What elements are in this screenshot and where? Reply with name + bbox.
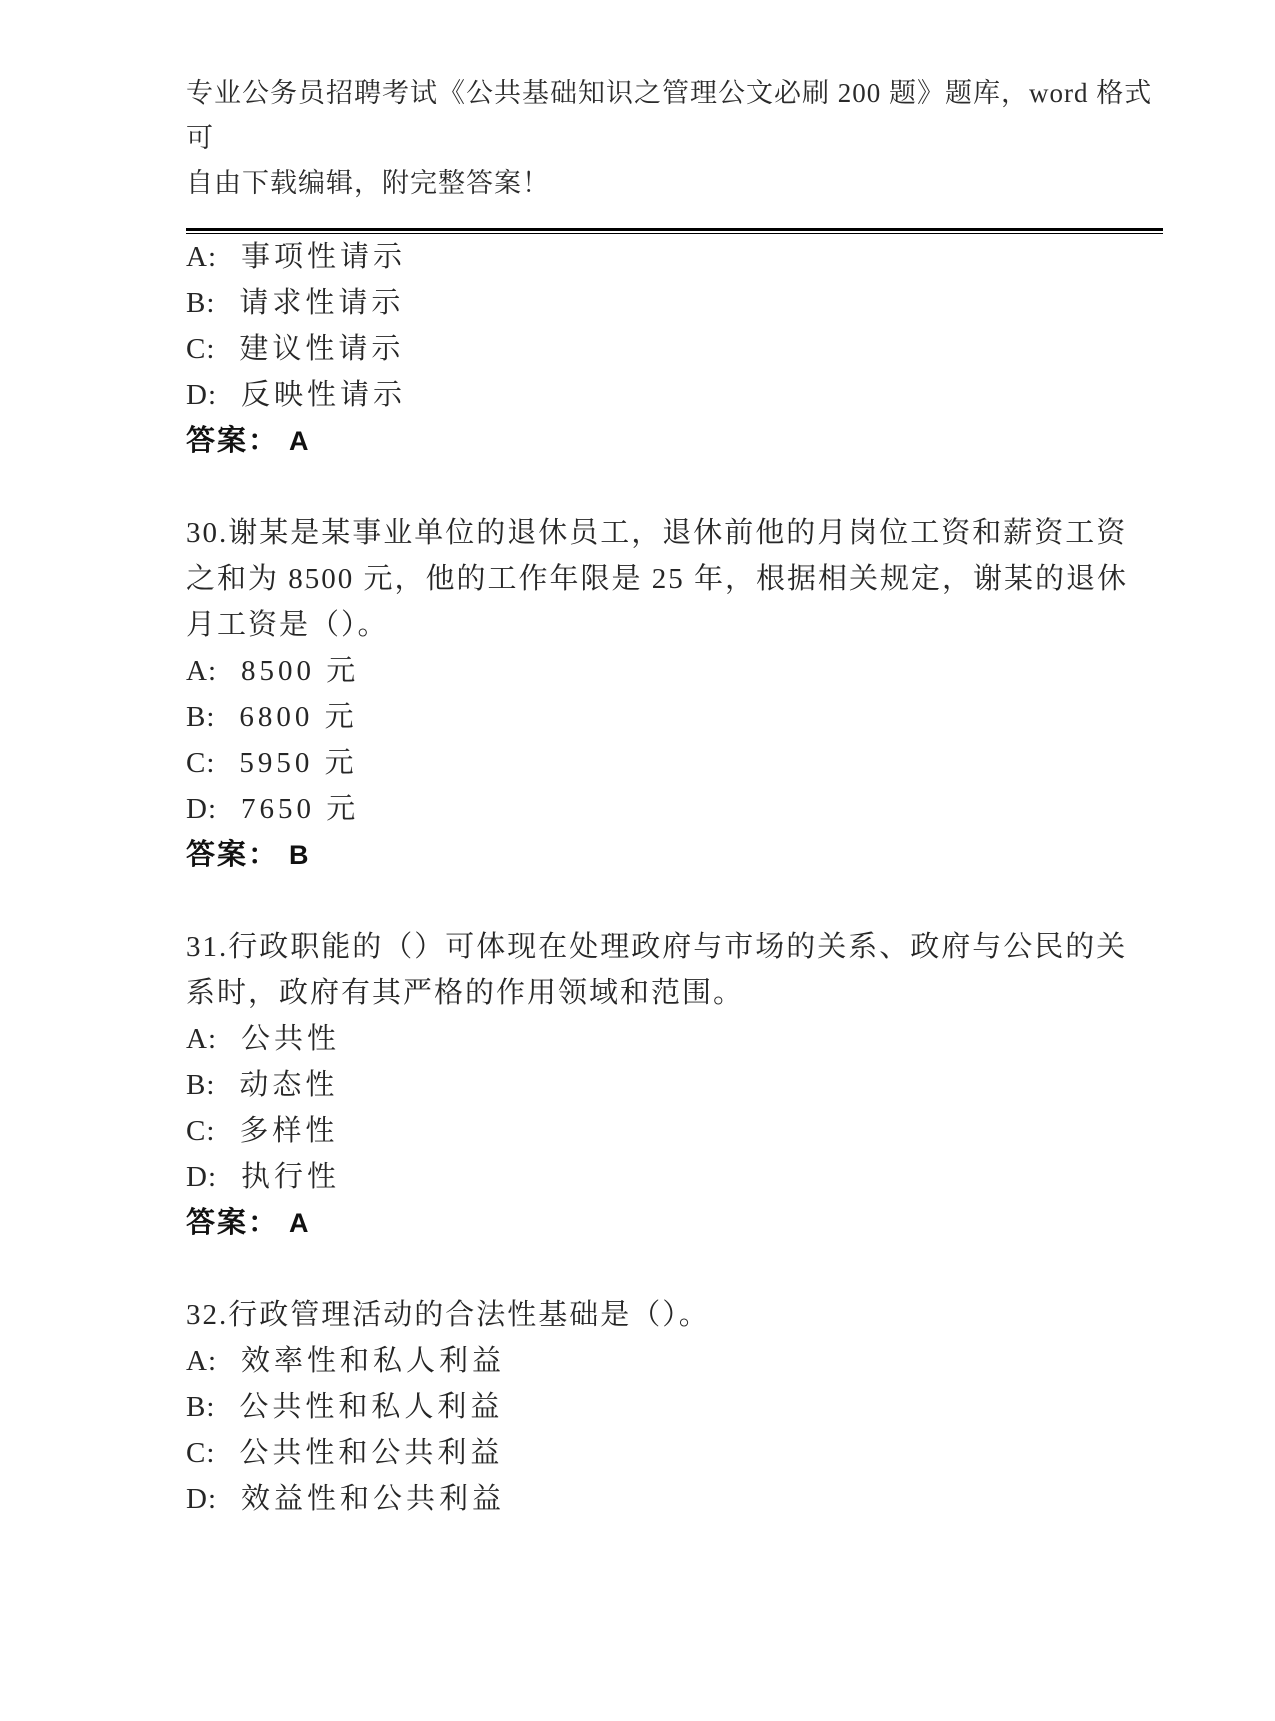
question-stem-line: 32.行政管理活动的合法性基础是（）。 — [186, 1299, 710, 1331]
separator-thick-line — [186, 228, 1163, 231]
question-stem-line: 之和为 8500 元，他的工作年限是 25 年，根据相关规定，谢某的退休 — [186, 563, 1129, 595]
answer-row — [186, 832, 1111, 878]
option-row — [186, 1016, 1111, 1062]
option-letter: B: — [186, 1391, 216, 1423]
answer-row — [186, 1200, 1111, 1246]
option-letter: D: — [186, 1483, 217, 1515]
option-row — [186, 1062, 1111, 1108]
question-stem-line: 月工资是（）。 — [186, 609, 389, 641]
answer-value: A — [289, 1208, 309, 1238]
option-letter: C: — [186, 1115, 216, 1147]
document-page — [0, 71, 1275, 1721]
option-letter: A: — [186, 1345, 217, 1377]
question-30 — [186, 510, 1129, 878]
header-line: 自由下载编辑，附完整答案！ — [186, 168, 550, 198]
option-row — [186, 1430, 1111, 1476]
option-letter: B: — [186, 287, 216, 319]
option-letter: D: — [186, 379, 217, 411]
option-letter: A: — [186, 655, 217, 687]
option-text: 事项性请示 — [241, 241, 407, 273]
answer-label: 答案： — [186, 1207, 280, 1239]
option-row — [186, 740, 1111, 786]
option-text: 5950 元 — [239, 747, 358, 779]
option-letter: C: — [186, 1437, 216, 1469]
option-row — [186, 1108, 1111, 1154]
option-letter: A: — [186, 241, 217, 273]
page-header — [186, 71, 1163, 206]
answer-label: 答案： — [186, 839, 280, 871]
questions-area — [186, 234, 1129, 1522]
option-row — [186, 1338, 1111, 1384]
question-stem-line: 系时，政府有其严格的作用领域和范围。 — [186, 977, 745, 1009]
option-letter: C: — [186, 747, 216, 779]
option-row — [186, 1384, 1111, 1430]
option-letter: D: — [186, 1161, 217, 1193]
option-text: 公共性和公共利益 — [239, 1437, 504, 1469]
option-letter: D: — [186, 793, 217, 825]
option-row — [186, 280, 1111, 326]
option-text: 效率性和私人利益 — [241, 1345, 506, 1377]
option-text: 多样性 — [239, 1115, 339, 1147]
option-text: 公共性和私人利益 — [239, 1391, 504, 1423]
question-stem-line: 31.行政职能的（）可体现在处理政府与市场的关系、政府与公民的关 — [186, 931, 1128, 963]
answer-value: B — [289, 840, 309, 870]
option-row — [186, 786, 1111, 832]
header-line: 专业公务员招聘考试《公共基础知识之管理公文必刷 200 题》题库，word 格式可 — [186, 78, 1153, 153]
option-text: 请求性请示 — [239, 287, 405, 319]
answer-row — [186, 418, 1111, 464]
option-row — [186, 326, 1111, 372]
option-text: 执行性 — [241, 1161, 341, 1193]
question-stem-line: 30.谢某是某事业单位的退休员工，退休前他的月岗位工资和薪资工资 — [186, 517, 1128, 549]
option-row — [186, 1154, 1111, 1200]
option-row — [186, 1476, 1111, 1522]
option-text: 建议性请示 — [239, 333, 405, 365]
answer-value: A — [289, 426, 309, 456]
option-row — [186, 648, 1111, 694]
option-text: 8500 元 — [241, 655, 360, 687]
question-continuation-options — [186, 234, 1111, 464]
option-text: 公共性 — [241, 1023, 341, 1055]
option-letter: C: — [186, 333, 216, 365]
option-row — [186, 234, 1111, 280]
question-32 — [186, 1292, 1111, 1522]
answer-label: 答案： — [186, 425, 280, 457]
question-31 — [186, 924, 1128, 1246]
option-text: 6800 元 — [239, 701, 358, 733]
option-row — [186, 372, 1111, 418]
option-row — [186, 694, 1111, 740]
option-text: 7650 元 — [241, 793, 360, 825]
option-letter: B: — [186, 701, 216, 733]
option-text: 动态性 — [239, 1069, 339, 1101]
option-letter: B: — [186, 1069, 216, 1101]
option-letter: A: — [186, 1023, 217, 1055]
option-text: 效益性和公共利益 — [241, 1483, 506, 1515]
option-text: 反映性请示 — [241, 379, 407, 411]
